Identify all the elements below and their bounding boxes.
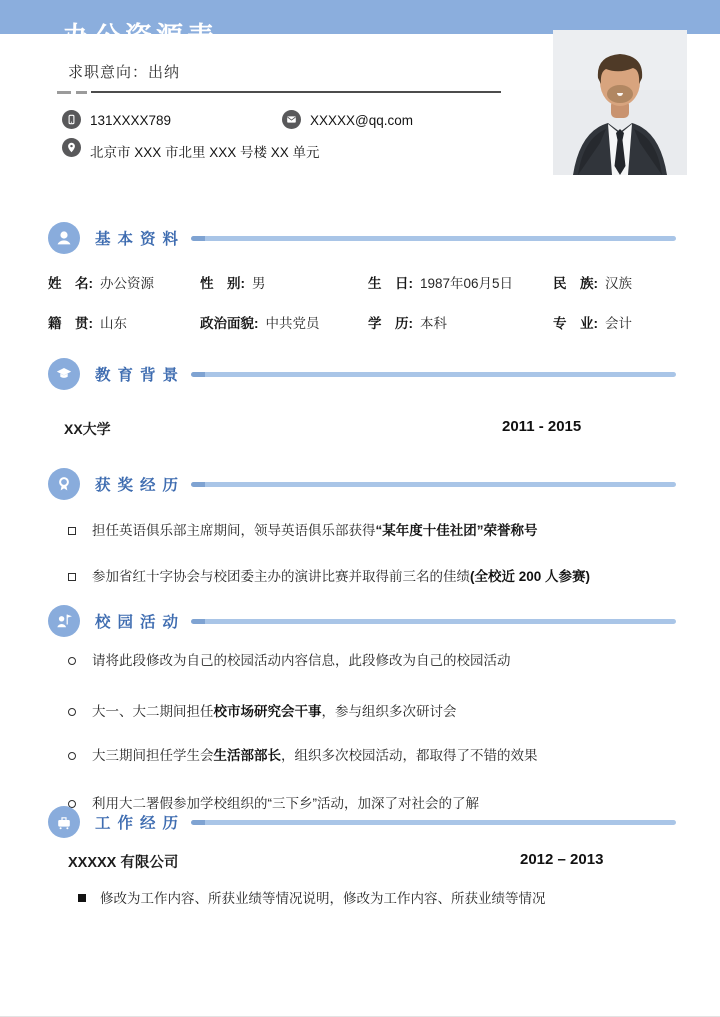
basic-field-political: 政治面貌: 中共党员 xyxy=(200,316,320,331)
section-divider xyxy=(191,236,676,241)
section-divider xyxy=(191,619,676,624)
circle-bullet-icon xyxy=(68,752,76,760)
person-icon xyxy=(48,222,80,254)
work-item-text: 修改为工作内容、所获业绩等情况说明，修改为工作内容、所获业绩等情况 xyxy=(100,891,546,906)
basic-field-name: 姓 名: 办公资源 xyxy=(48,276,154,291)
basic-field-birthday: 生 日: 1987年06月5日 xyxy=(368,276,514,291)
award-item-text: 担任英语俱乐部主席期间，领导英语俱乐部获得“某年度十佳社团”荣誉称号 xyxy=(92,523,538,538)
circle-bullet-icon xyxy=(68,708,76,716)
header-band xyxy=(0,0,720,52)
basic-field-major: 专 业: 会计 xyxy=(553,316,632,331)
underline-dash xyxy=(57,91,71,94)
underline-dash xyxy=(76,91,87,94)
basic-field-ethnicity: 民 族: 汉族 xyxy=(553,276,632,291)
circle-bullet-icon xyxy=(68,657,76,665)
campus-item xyxy=(68,702,672,721)
email-address: XXXXX@qq.com xyxy=(310,113,413,128)
graduation-cap-icon xyxy=(48,358,80,390)
campus-item xyxy=(68,651,672,670)
filled-square-bullet-icon xyxy=(78,894,86,902)
square-bullet-icon xyxy=(68,573,76,581)
award-item-text: 参加省红十字协会与校团委主办的演讲比赛并取得前三名的佳绩(全校近 200 人参赛) xyxy=(92,569,591,584)
section-divider xyxy=(191,820,676,825)
section-title: 获奖经历 xyxy=(95,477,186,494)
work-company: XXXXX 有限公司 xyxy=(68,855,179,871)
section-title: 工作经历 xyxy=(95,815,186,832)
briefcase-icon xyxy=(48,806,80,838)
work-item xyxy=(78,889,672,908)
underline-rule xyxy=(91,91,501,93)
campus-item-text: 请将此段修改为自己的校园活动内容信息，此段修改为自己的校园活动 xyxy=(92,653,511,668)
basic-field-gender: 性 别: 男 xyxy=(200,276,266,291)
section-work-header xyxy=(48,806,676,838)
campus-item-text: 大三期间担任学生会生活部部长，组织多次校园活动，都取得了不错的效果 xyxy=(92,748,538,763)
square-bullet-icon xyxy=(68,527,76,535)
work-period: 2012 – 2013 xyxy=(520,851,604,868)
campus-item-text: 大一、大二期间担任校市场研究会干事，参与组织多次研讨会 xyxy=(92,704,457,719)
profile-photo xyxy=(553,30,687,175)
medal-icon xyxy=(48,468,80,500)
phone-icon xyxy=(62,110,81,129)
campus-item-text: 利用大二署假参加学校组织的“三下乡”活动，加深了对社会的了解 xyxy=(92,796,479,811)
basic-field-hometown: 籍 贯: 山东 xyxy=(48,316,127,331)
flag-person-icon xyxy=(48,605,80,637)
basic-field-degree: 学 历: 本科 xyxy=(368,316,447,331)
award-item xyxy=(68,521,672,540)
section-education-header xyxy=(48,358,676,390)
section-title: 校园活动 xyxy=(95,614,186,631)
address: 北京市 XXX 市北里 XXX 号楼 XX 单元 xyxy=(90,145,320,160)
section-title: 基本资料 xyxy=(95,231,186,248)
section-basic-header xyxy=(48,222,676,254)
phone-number: 131XXXX789 xyxy=(90,113,172,128)
award-item xyxy=(68,567,672,586)
education-period: 2011 - 2015 xyxy=(502,418,582,435)
section-divider xyxy=(191,372,676,377)
location-pin-icon xyxy=(62,138,81,157)
section-divider xyxy=(191,482,676,487)
mail-icon xyxy=(282,110,301,129)
section-campus-header xyxy=(48,605,676,637)
section-title: 教育背景 xyxy=(95,367,186,384)
section-awards-header xyxy=(48,468,676,500)
job-intent: 求职意向：出纳 xyxy=(68,64,181,81)
education-school: XX大学 xyxy=(64,421,111,437)
campus-item xyxy=(68,746,672,765)
brand-title: 办公资源表 xyxy=(63,22,218,52)
